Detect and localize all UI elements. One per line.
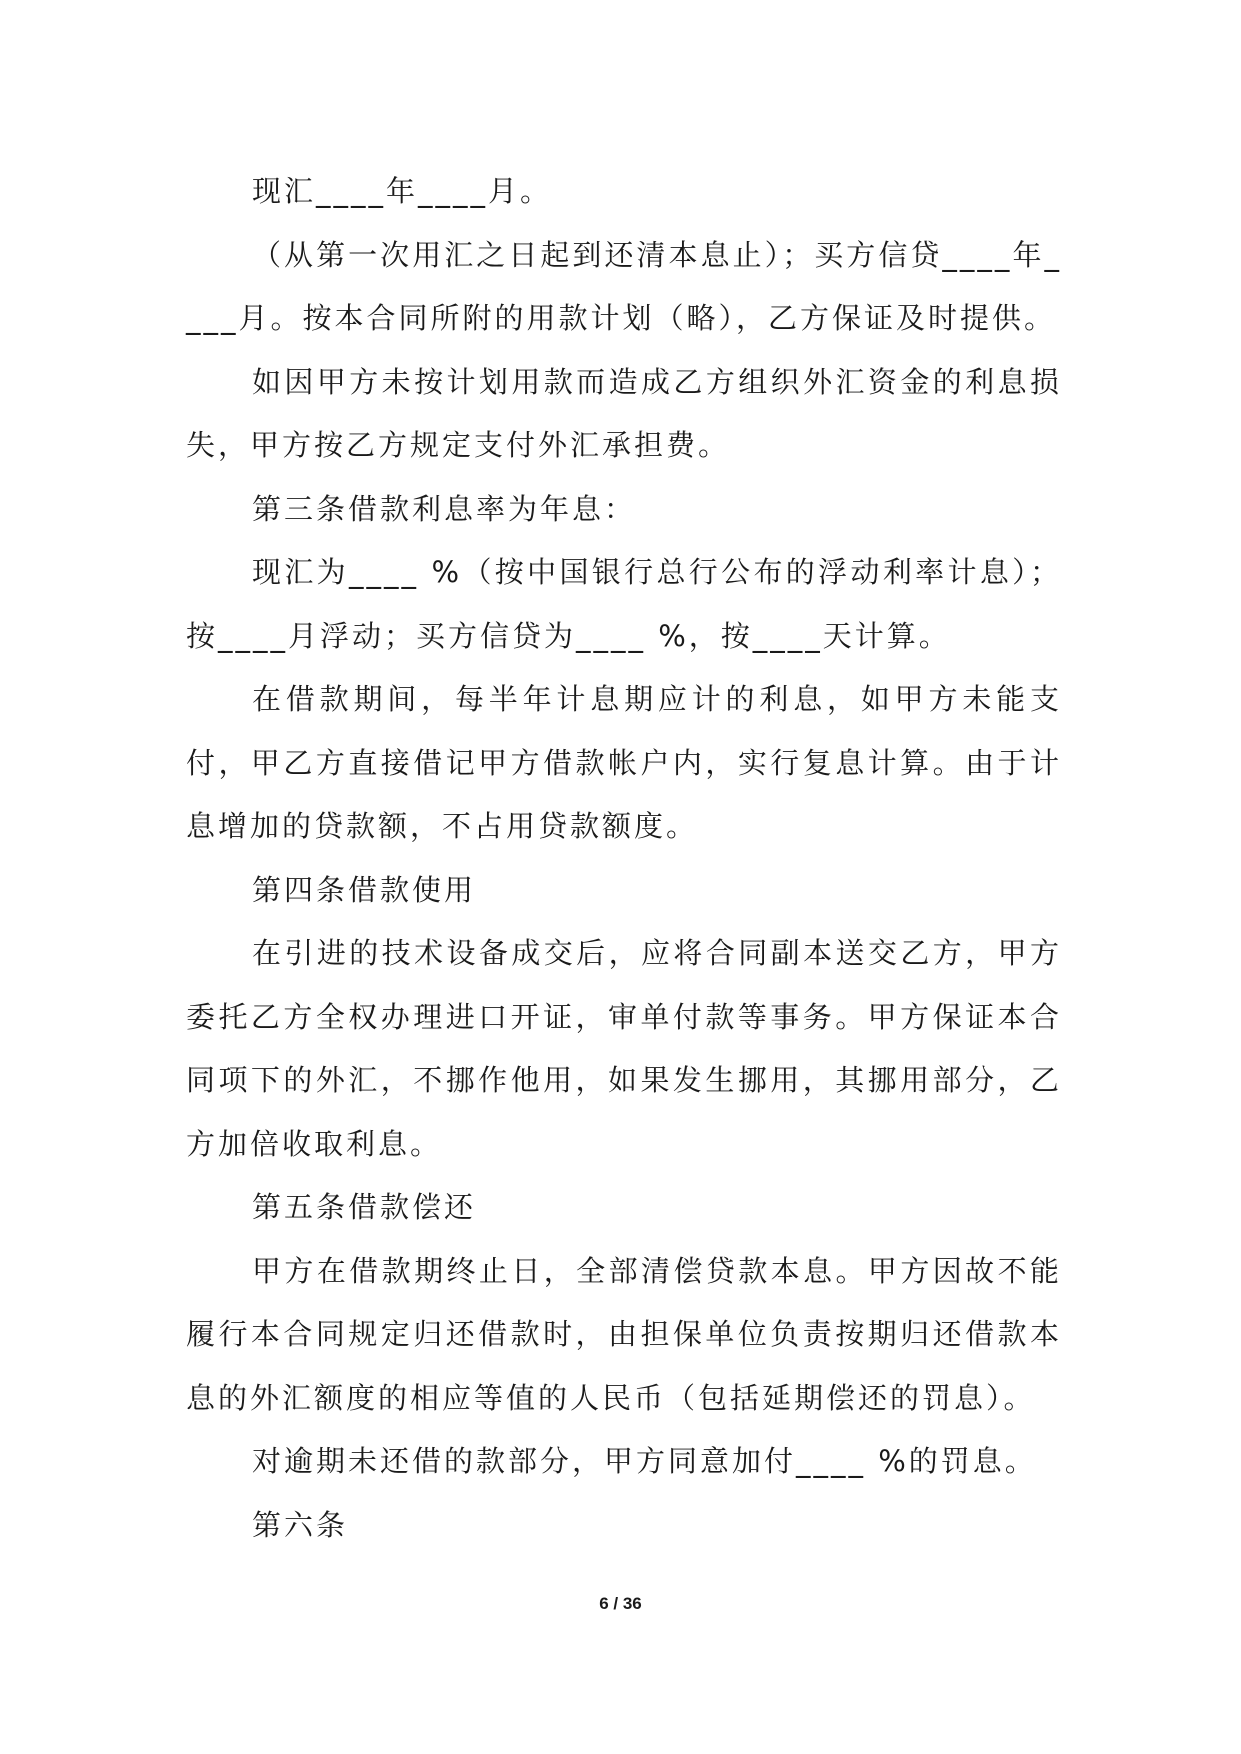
heading-article-4: 第四条借款使用 [252, 872, 477, 907]
page-number: 6 / 36 [599, 1594, 642, 1613]
paragraph-overdue-penalty: 对逾期未还借的款部分，甲方同意加付____ %的罚息。 [252, 1444, 1037, 1478]
paragraph-buyer-credit-term: （从第一次用汇之日起到还清本息止）；买方信贷____年____月。按本合同所附的用款计划（略），乙方保证及时提供。 [186, 237, 1062, 335]
heading-article-3: 第三条借款利息率为年息： [252, 491, 637, 526]
heading-article-5: 第五条借款偿还 [252, 1190, 477, 1224]
paragraph-compound-interest: 在借款期间，每半年计息期应计的利息，如甲方未能支付，甲乙方直接借记甲方借款帐户内，实行复息计算。由于计息增加的贷款额，不占用贷款额度。 [186, 682, 1062, 843]
heading-article-6: 第六条 [252, 1507, 349, 1542]
paragraph-exchange-term: 现汇____年____月。 [252, 174, 553, 208]
paragraph-loan-usage: 在引进的技术设备成交后，应将合同副本送交乙方，甲方委托乙方全权办理进口开证，审单付款等事务。甲方保证本合同项下的外汇，不挪作他用，如果发生挪用，其挪用部分，乙方加倍收取利息。 [186, 936, 1062, 1161]
paragraph-interest-rates: 现汇为____ %（按中国银行总行公布的浮动利率计息）；按____月浮动；买方信贷为____ %，按____天计算。 [186, 555, 1062, 653]
paragraph-commitment-fee: 如因甲方未按计划用款而造成乙方组织外汇资金的利息损失，甲方按乙方规定支付外汇承担费。 [186, 364, 1062, 462]
paragraph-repayment: 甲方在借款期终止日，全部清偿贷款本息。甲方因故不能履行本合同规定归还借款时，由担保单位负责按期归还借款本息的外汇额度的相应等值的人民币（包括延期偿还的罚息）。 [186, 1253, 1062, 1415]
document-body [186, 160, 1062, 1557]
